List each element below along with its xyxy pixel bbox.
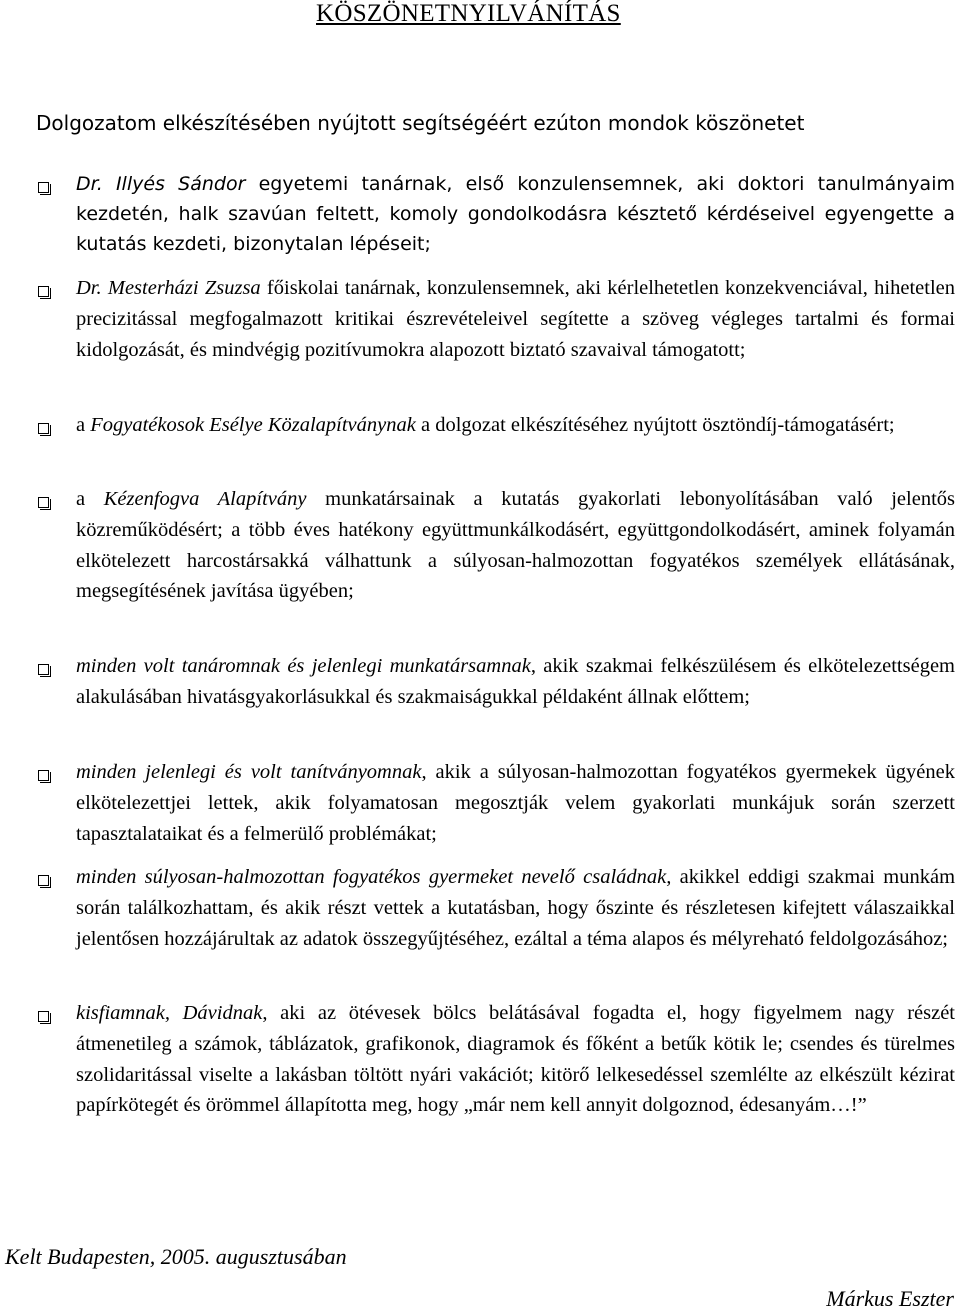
item-body: egyetemi tanárnak, első konzulensemnek, aki doktori tanulmányaim kezdetén, halk szavúan feltett, komoly gondolkodásra késztető kérdéseivel egyengette a kutatás kezdeti, bizonytalan lépéseit; — [76, 173, 955, 255]
checkbox-bullet-icon — [38, 770, 49, 781]
item-body: , akik a súlyosan-halmozottan fogyatékos gyermekek ügyének elkötelezettjei lettek, akik folyamatosan megosztják velem gyakorlati munkájuk során szerzett tapasztalataikat és a felmerülő problémákat; — [76, 761, 955, 845]
emphasized-name: minden jelenlegi és volt tanítványomnak — [76, 761, 422, 783]
emphasized-name: Fogyatékosok Esélye Közalapítványnak — [90, 414, 416, 436]
emphasized-name: kisfiamnak, Dávidnak — [76, 1002, 263, 1024]
emphasized-name: minden súlyosan-halmozottan fogyatékos gyermeket nevelő családnak, — [76, 866, 672, 888]
list-item-text — [76, 651, 955, 713]
item-body: főiskolai tanárnak, konzulensemnek, aki kérlelhetetlen konzekvenciával, hihetetlen precizitással megfogalmazott kritikai észrevételeivel segítette a szöveg végleges tartalmi és formai kidolgozását, és mindvégig pozitívumokra alapozott biztató szavaival támogatott; — [76, 277, 955, 361]
checkbox-bullet-icon — [38, 423, 49, 434]
list-item-text — [76, 410, 955, 441]
emphasized-name: Dr. Illyés Sándor — [76, 173, 246, 195]
list-item-text — [76, 273, 955, 365]
checkbox-bullet-icon — [38, 497, 49, 508]
emphasized-name: Kézenfogva Alapítvány — [103, 488, 307, 510]
checkbox-bullet-icon — [38, 1011, 49, 1022]
list-item-text — [76, 169, 955, 259]
checkbox-bullet-icon — [38, 182, 49, 193]
item-body: a dolgozat elkészítéséhez nyújtott ösztöndíj-támogatásért; — [415, 414, 895, 436]
checkbox-bullet-icon — [38, 664, 49, 675]
list-item-text — [76, 998, 955, 1121]
checkbox-bullet-icon — [38, 286, 49, 297]
list-item-text — [76, 484, 955, 607]
signature: Márkus Eszter — [826, 1286, 954, 1311]
intro-text: Dolgozatom elkészítésében nyújtott segítségéért ezúton mondok köszönetet — [36, 111, 805, 135]
item-body: , aki az ötévesek bölcs belátásával fogadta el, hogy figyelmem nagy részét átmenetileg a számok, táblázatok, grafikonok, diagramok és főként a betűk kötik le; csendes és türelmes szolidaritással viselte a lakásban töltött nyári vakációt; kitörő lelkesedéssel szemlélte az elkészült kézirat papírkötegét és örömmel állapította meg, hogy „már nem kell annyit dolgoznod, édesanyám…!” — [76, 1002, 956, 1117]
page-title: KÖSZÖNETNYILVÁNÍTÁS — [316, 0, 621, 27]
item-body: munkatársainak a kutatás gyakorlati lebonyolításában való jelentős közreműködésért; a több éves hatékony együttmunkálkodásért, együttgondolkodásért, aminek folyamán elkötelezett harcostársakká válhattunk a súlyosan-halmozottan fogyatékos személyek ellátásának, megsegítésének javítása ügyében; — [76, 488, 955, 603]
item-body: akikkel eddigi szakmai munkám során találkozhattam, és akik részt vettek a kutatásban, hogy őszinte és részletesen kifejtett válaszaikkal jelentősen hozzájárultak az adatok összegyűjtéséhez, ezáltal a téma alapos és mélyreható feldolgozásához; — [76, 866, 956, 950]
item-prefix: a — [76, 488, 104, 510]
list-item-text — [76, 862, 955, 954]
emphasized-name: minden volt tanáromnak és jelenlegi munkatársamnak — [76, 655, 531, 677]
date-line: Kelt Budapesten, 2005. augusztusában — [5, 1244, 347, 1269]
emphasized-name: Dr. Mesterházi Zsuzsa — [76, 277, 261, 299]
item-body: , akik szakmai felkészülésem és elkötelezettségem alakulásában hivatásgyakorlásukkal és szakmaiságukkal példaként állnak előttem; — [76, 655, 955, 708]
checkbox-bullet-icon — [38, 875, 49, 886]
list-item-text — [76, 757, 955, 849]
item-prefix: a — [76, 414, 91, 436]
